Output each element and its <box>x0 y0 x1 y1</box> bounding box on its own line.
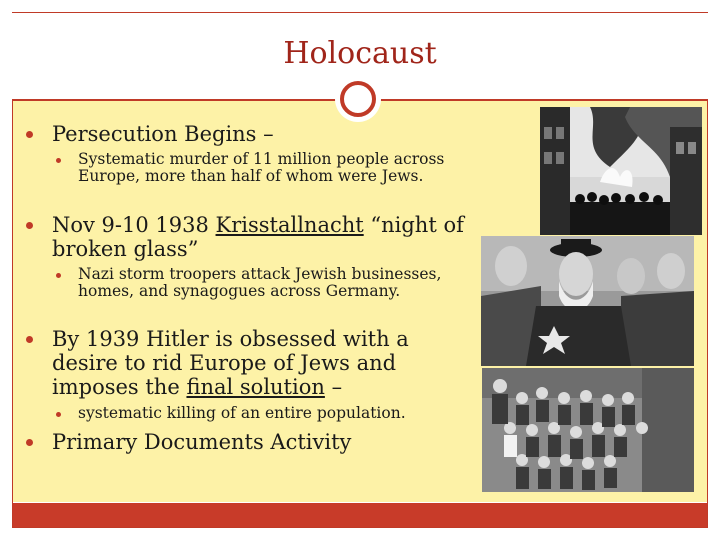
sub-bullet-dot-icon <box>56 158 61 163</box>
bullet-dot-icon <box>26 222 33 229</box>
slide-title: Holocaust <box>283 36 437 71</box>
elderly-man-star-photo <box>481 236 694 366</box>
bullet-kristallnacht <box>52 213 512 261</box>
bullet-dot-icon <box>26 336 33 343</box>
footer-bar <box>13 503 707 527</box>
bullet-dot-icon <box>26 131 33 138</box>
sub-bullet-murder <box>78 151 478 185</box>
bullet-text-post: – <box>324 375 343 399</box>
bullet-text-pre: By 1939 Hitler is obsessed with a desire to rid Europe of Jews and imposes the <box>52 327 409 399</box>
sub-bullet-storm-troopers <box>78 266 478 300</box>
sub-bullet-dot-icon <box>56 273 61 278</box>
sub-bullet-systematic-killing <box>78 405 478 422</box>
bullet-text-post: “night of broken glass” <box>52 213 464 261</box>
sub-bullet-text: Nazi storm troopers attack Jewish businesses, homes, and synagogues across Germany. <box>78 265 442 300</box>
sub-bullet-text: systematic killing of an entire population. <box>78 404 406 422</box>
bullet-primary-documents <box>52 430 492 454</box>
bullet-final-solution <box>52 327 462 399</box>
bullet-underlined-term: Krisstallnacht <box>215 213 364 237</box>
burning-synagogue-photo <box>540 107 702 235</box>
ring-ornament-icon <box>340 81 376 117</box>
children-group-photo <box>482 368 694 492</box>
bullet-text: Primary Documents Activity <box>52 430 352 454</box>
bullet-persecution <box>52 122 492 146</box>
sub-bullet-text: Systematic murder of 11 million people across Europe, more than half of whom were Jews. <box>78 150 445 185</box>
sub-bullet-dot-icon <box>56 412 61 417</box>
bullet-text-pre: Nov 9-10 1938 <box>52 213 216 237</box>
bullet-underlined-term: final solution <box>186 375 325 399</box>
bullet-text: Persecution Begins – <box>52 122 274 146</box>
bullet-dot-icon <box>26 439 33 446</box>
